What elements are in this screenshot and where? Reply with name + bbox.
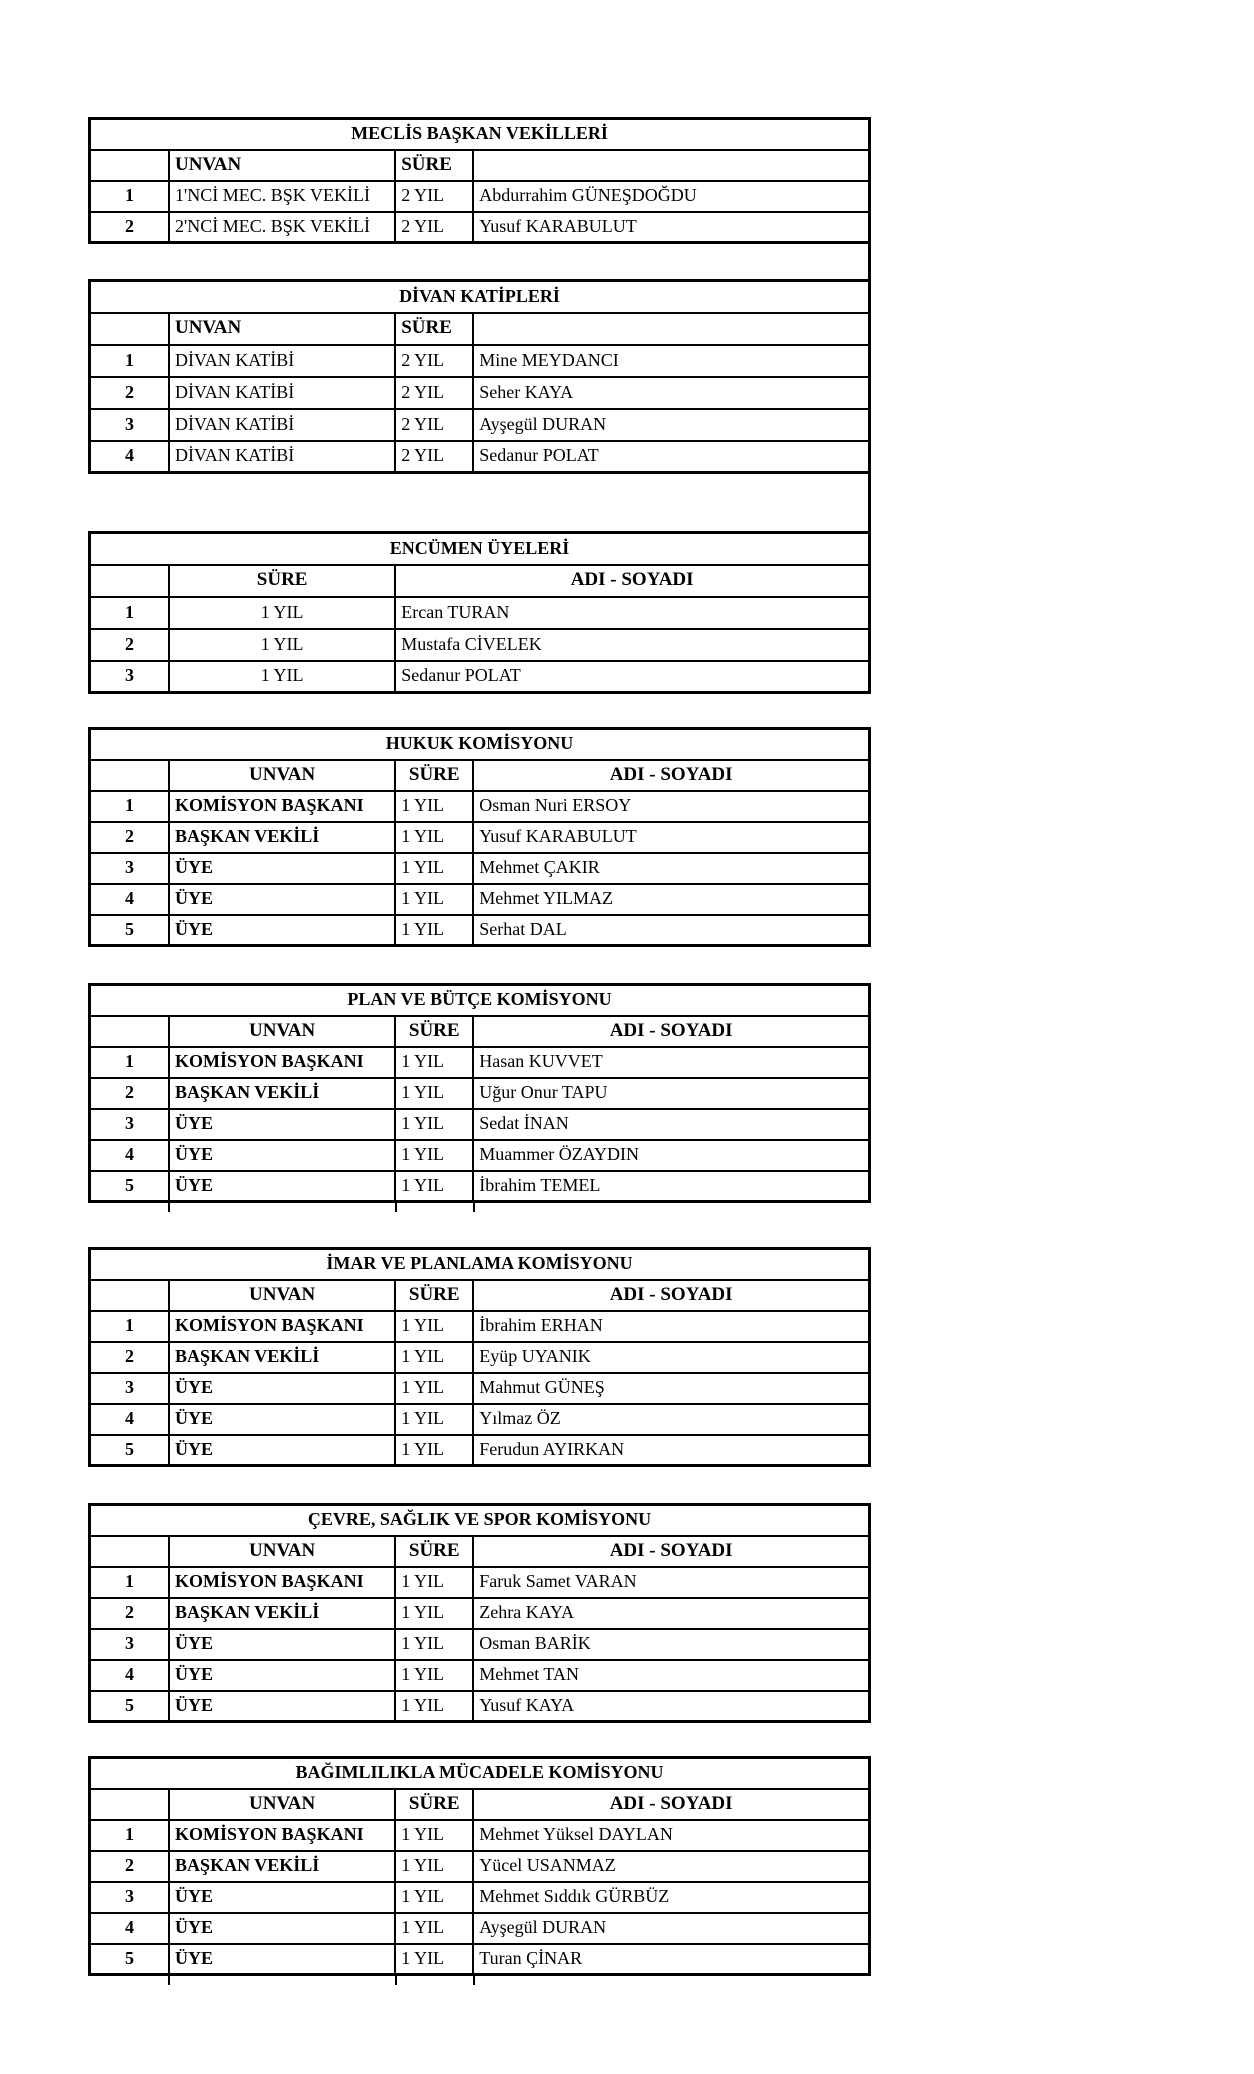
- cell-unvan: ÜYE: [169, 1913, 395, 1944]
- table-row: [90, 1913, 870, 1944]
- cell-name: Mehmet Sıddık GÜRBÜZ: [473, 1882, 869, 1913]
- cell-name: Serhat DAL: [473, 915, 869, 946]
- cell-name: Muammer ÖZAYDIN: [473, 1140, 869, 1171]
- document-page: [88, 117, 871, 1976]
- cell-name: Mehmet YILMAZ: [473, 884, 869, 915]
- cell-name: Yücel USANMAZ: [473, 1851, 869, 1882]
- cell-number: 1: [90, 345, 170, 377]
- cell-unvan: ÜYE: [169, 853, 395, 884]
- border-stub: [168, 1203, 170, 1212]
- table-row: [90, 1140, 870, 1171]
- cell-unvan: ÜYE: [169, 1109, 395, 1140]
- cell-sure: 1 YIL: [395, 822, 473, 853]
- table-section: [88, 531, 871, 694]
- table-title: PLAN VE BÜTÇE KOMİSYONU: [90, 985, 870, 1016]
- cell-name: Mine MEYDANCI: [473, 345, 869, 377]
- cell-number: 3: [90, 853, 170, 884]
- data-table: [88, 1503, 871, 1723]
- cell-number: 1: [90, 1047, 170, 1078]
- cell-unvan: 2'NCİ MEC. BŞK VEKİLİ: [169, 212, 395, 243]
- cell-name: Ercan TURAN: [395, 597, 869, 629]
- cell-number: 3: [90, 1882, 170, 1913]
- cell-sure: 1 YIL: [395, 1435, 473, 1466]
- cell-number: 4: [90, 1140, 170, 1171]
- cell-sure: 1 YIL: [169, 629, 395, 661]
- table-row: [90, 1373, 870, 1404]
- cell-sure: 1 YIL: [395, 1404, 473, 1435]
- cell-name: Turan ÇİNAR: [473, 1944, 869, 1975]
- table-row: [90, 597, 870, 629]
- cell-sure: 1 YIL: [395, 1078, 473, 1109]
- cell-sure: 1 YIL: [395, 1882, 473, 1913]
- column-header: UNVAN: [169, 1536, 395, 1567]
- table-section: [88, 1247, 871, 1467]
- data-table: [88, 1247, 871, 1467]
- cell-number: 5: [90, 915, 170, 946]
- cell-name: Uğur Onur TAPU: [473, 1078, 869, 1109]
- cell-name: Hasan KUVVET: [473, 1047, 869, 1078]
- cell-name: Abdurrahim GÜNEŞDOĞDU: [473, 181, 869, 212]
- column-header: [473, 150, 869, 181]
- cell-unvan: ÜYE: [169, 884, 395, 915]
- column-header: [90, 760, 170, 791]
- cell-sure: 1 YIL: [395, 1820, 473, 1851]
- cell-sure: 2 YIL: [395, 441, 473, 473]
- cell-name: Zehra KAYA: [473, 1598, 869, 1629]
- cell-sure: 1 YIL: [395, 1629, 473, 1660]
- cell-sure: 1 YIL: [169, 597, 395, 629]
- column-header: UNVAN: [169, 760, 395, 791]
- cell-name: Yusuf KAYA: [473, 1691, 869, 1722]
- table-row: [90, 1660, 870, 1691]
- table-row: [90, 1598, 870, 1629]
- column-header: SÜRE: [395, 1280, 473, 1311]
- cell-number: 2: [90, 1342, 170, 1373]
- cell-unvan: KOMİSYON BAŞKANI: [169, 1820, 395, 1851]
- border-stub: [473, 1203, 475, 1212]
- cell-unvan: DİVAN KATİBİ: [169, 409, 395, 441]
- cell-number: 4: [90, 884, 170, 915]
- table-section: [88, 983, 871, 1203]
- table-row: [90, 345, 870, 377]
- column-header: [90, 565, 170, 597]
- cell-name: Mehmet Yüksel DAYLAN: [473, 1820, 869, 1851]
- cell-number: 5: [90, 1171, 170, 1202]
- cell-unvan: BAŞKAN VEKİLİ: [169, 1342, 395, 1373]
- table-row: [90, 629, 870, 661]
- cell-number: 1: [90, 1311, 170, 1342]
- cell-name: Yılmaz ÖZ: [473, 1404, 869, 1435]
- table-section: [88, 1503, 871, 1723]
- cell-sure: 2 YIL: [395, 409, 473, 441]
- cell-sure: 1 YIL: [395, 1311, 473, 1342]
- column-header: [473, 313, 869, 345]
- cell-unvan: KOMİSYON BAŞKANI: [169, 1047, 395, 1078]
- cell-number: 2: [90, 212, 170, 243]
- table-row: [90, 1944, 870, 1975]
- table-row: [90, 181, 870, 212]
- column-header: UNVAN: [169, 150, 395, 181]
- cell-number: 3: [90, 409, 170, 441]
- table-section: [88, 1756, 871, 1976]
- column-header: SÜRE: [395, 1016, 473, 1047]
- cell-number: 2: [90, 1078, 170, 1109]
- table-row: [90, 1882, 870, 1913]
- cell-number: 2: [90, 1851, 170, 1882]
- table-row: [90, 1820, 870, 1851]
- cell-sure: 1 YIL: [395, 1373, 473, 1404]
- cell-name: Mehmet ÇAKIR: [473, 853, 869, 884]
- cell-name: Faruk Samet VARAN: [473, 1567, 869, 1598]
- cell-unvan: ÜYE: [169, 1629, 395, 1660]
- border-stub: [473, 1976, 475, 1985]
- cell-sure: 1 YIL: [395, 1851, 473, 1882]
- cell-number: 5: [90, 1435, 170, 1466]
- table-row: [90, 1078, 870, 1109]
- column-header: UNVAN: [169, 1280, 395, 1311]
- cell-name: İbrahim ERHAN: [473, 1311, 869, 1342]
- cell-unvan: 1'NCİ MEC. BŞK VEKİLİ: [169, 181, 395, 212]
- cell-number: 5: [90, 1691, 170, 1722]
- cell-name: Eyüp UYANIK: [473, 1342, 869, 1373]
- cell-number: 1: [90, 597, 170, 629]
- cell-sure: 1 YIL: [395, 884, 473, 915]
- cell-unvan: DİVAN KATİBİ: [169, 441, 395, 473]
- cell-number: 1: [90, 791, 170, 822]
- table-row: [90, 1567, 870, 1598]
- table-row: [90, 661, 870, 693]
- table-section: [88, 117, 871, 244]
- cell-sure: 1 YIL: [395, 1567, 473, 1598]
- table-row: [90, 1435, 870, 1466]
- column-header: SÜRE: [395, 150, 473, 181]
- table-title: ÇEVRE, SAĞLIK VE SPOR KOMİSYONU: [90, 1505, 870, 1536]
- cell-name: Yusuf KARABULUT: [473, 822, 869, 853]
- cell-unvan: DİVAN KATİBİ: [169, 377, 395, 409]
- column-header: UNVAN: [169, 1789, 395, 1820]
- cell-unvan: BAŞKAN VEKİLİ: [169, 1851, 395, 1882]
- column-header: [90, 150, 170, 181]
- data-table: [88, 279, 871, 474]
- cell-number: 1: [90, 1820, 170, 1851]
- cell-sure: 1 YIL: [395, 853, 473, 884]
- cell-name: Sedanur POLAT: [395, 661, 869, 693]
- cell-unvan: ÜYE: [169, 1660, 395, 1691]
- table-title: BAĞIMLILIKLA MÜCADELE KOMİSYONU: [90, 1758, 870, 1789]
- cell-number: 3: [90, 1629, 170, 1660]
- cell-sure: 1 YIL: [395, 1598, 473, 1629]
- cell-name: Seher KAYA: [473, 377, 869, 409]
- table-row: [90, 377, 870, 409]
- table-row: [90, 441, 870, 473]
- column-header: SÜRE: [395, 1536, 473, 1567]
- cell-name: Osman BARİK: [473, 1629, 869, 1660]
- table-row: [90, 409, 870, 441]
- column-header: SÜRE: [395, 1789, 473, 1820]
- cell-unvan: ÜYE: [169, 1435, 395, 1466]
- cell-number: 5: [90, 1944, 170, 1975]
- cell-number: 2: [90, 377, 170, 409]
- cell-name: Ayşegül DURAN: [473, 1913, 869, 1944]
- cell-sure: 1 YIL: [395, 1944, 473, 1975]
- table-title: DİVAN KATİPLERİ: [90, 281, 870, 313]
- cell-sure: 1 YIL: [395, 1691, 473, 1722]
- table-row: [90, 822, 870, 853]
- border-stub: [168, 1976, 170, 1985]
- cell-name: Osman Nuri ERSOY: [473, 791, 869, 822]
- cell-number: 4: [90, 441, 170, 473]
- data-table: [88, 1756, 871, 1976]
- cell-sure: 1 YIL: [395, 915, 473, 946]
- table-row: [90, 1629, 870, 1660]
- cell-unvan: KOMİSYON BAŞKANI: [169, 1567, 395, 1598]
- cell-sure: 2 YIL: [395, 345, 473, 377]
- cell-number: 2: [90, 822, 170, 853]
- cell-sure: 1 YIL: [395, 1913, 473, 1944]
- cell-unvan: DİVAN KATİBİ: [169, 345, 395, 377]
- table-connector-line: [868, 474, 871, 531]
- table-row: [90, 791, 870, 822]
- table-row: [90, 884, 870, 915]
- cell-name: Ayşegül DURAN: [473, 409, 869, 441]
- cell-number: 4: [90, 1913, 170, 1944]
- cell-name: Mustafa CİVELEK: [395, 629, 869, 661]
- table-title: İMAR VE PLANLAMA KOMİSYONU: [90, 1249, 870, 1280]
- data-table: [88, 117, 871, 244]
- cell-number: 1: [90, 1567, 170, 1598]
- table-title: HUKUK KOMİSYONU: [90, 729, 870, 760]
- table-row: [90, 915, 870, 946]
- cell-name: Sedat İNAN: [473, 1109, 869, 1140]
- column-header: SÜRE: [169, 565, 395, 597]
- column-header: SÜRE: [395, 760, 473, 791]
- table-row: [90, 1691, 870, 1722]
- cell-unvan: ÜYE: [169, 915, 395, 946]
- cell-number: 3: [90, 1373, 170, 1404]
- table-row: [90, 1404, 870, 1435]
- cell-unvan: ÜYE: [169, 1691, 395, 1722]
- cell-unvan: BAŞKAN VEKİLİ: [169, 1598, 395, 1629]
- cell-number: 3: [90, 661, 170, 693]
- cell-unvan: KOMİSYON BAŞKANI: [169, 1311, 395, 1342]
- table-row: [90, 1342, 870, 1373]
- cell-name: Ferudun AYIRKAN: [473, 1435, 869, 1466]
- column-header: [90, 1536, 170, 1567]
- table-row: [90, 1171, 870, 1202]
- table-row: [90, 1047, 870, 1078]
- table-row: [90, 1109, 870, 1140]
- cell-name: Mehmet TAN: [473, 1660, 869, 1691]
- table-row: [90, 1851, 870, 1882]
- cell-number: 2: [90, 629, 170, 661]
- table-connector-line: [868, 244, 871, 279]
- table-section: [88, 727, 871, 947]
- cell-number: 3: [90, 1109, 170, 1140]
- table-row: [90, 853, 870, 884]
- cell-sure: 1 YIL: [395, 1171, 473, 1202]
- cell-sure: 2 YIL: [395, 212, 473, 243]
- border-stub: [395, 1203, 397, 1212]
- column-header: UNVAN: [169, 1016, 395, 1047]
- column-header: [90, 1789, 170, 1820]
- column-header: ADI - SOYADI: [395, 565, 869, 597]
- column-header: ADI - SOYADI: [473, 1536, 869, 1567]
- column-header: SÜRE: [395, 313, 473, 345]
- cell-number: 4: [90, 1404, 170, 1435]
- cell-number: 2: [90, 1598, 170, 1629]
- table-row: [90, 1311, 870, 1342]
- column-header: UNVAN: [169, 313, 395, 345]
- cell-unvan: ÜYE: [169, 1882, 395, 1913]
- column-header: ADI - SOYADI: [473, 760, 869, 791]
- cell-unvan: ÜYE: [169, 1171, 395, 1202]
- cell-number: 4: [90, 1660, 170, 1691]
- cell-unvan: ÜYE: [169, 1944, 395, 1975]
- cell-sure: 1 YIL: [395, 1140, 473, 1171]
- border-stub: [395, 1976, 397, 1985]
- cell-name: İbrahim TEMEL: [473, 1171, 869, 1202]
- cell-sure: 1 YIL: [169, 661, 395, 693]
- data-table: [88, 727, 871, 947]
- cell-unvan: BAŞKAN VEKİLİ: [169, 822, 395, 853]
- cell-name: Sedanur POLAT: [473, 441, 869, 473]
- column-header: ADI - SOYADI: [473, 1016, 869, 1047]
- cell-sure: 1 YIL: [395, 1109, 473, 1140]
- table-section: [88, 279, 871, 474]
- cell-sure: 1 YIL: [395, 1047, 473, 1078]
- cell-sure: 2 YIL: [395, 181, 473, 212]
- cell-unvan: BAŞKAN VEKİLİ: [169, 1078, 395, 1109]
- cell-name: Mahmut GÜNEŞ: [473, 1373, 869, 1404]
- cell-unvan: KOMİSYON BAŞKANI: [169, 791, 395, 822]
- cell-sure: 1 YIL: [395, 1660, 473, 1691]
- cell-unvan: ÜYE: [169, 1140, 395, 1171]
- column-header: [90, 313, 170, 345]
- column-header: ADI - SOYADI: [473, 1280, 869, 1311]
- column-header: [90, 1016, 170, 1047]
- table-title: ENCÜMEN ÜYELERİ: [90, 533, 870, 565]
- column-header: [90, 1280, 170, 1311]
- cell-name: Yusuf KARABULUT: [473, 212, 869, 243]
- table-title: MECLİS BAŞKAN VEKİLLERİ: [90, 119, 870, 150]
- data-table: [88, 531, 871, 694]
- cell-sure: 2 YIL: [395, 377, 473, 409]
- table-row: [90, 212, 870, 243]
- cell-number: 1: [90, 181, 170, 212]
- column-header: ADI - SOYADI: [473, 1789, 869, 1820]
- cell-sure: 1 YIL: [395, 1342, 473, 1373]
- cell-unvan: ÜYE: [169, 1373, 395, 1404]
- data-table: [88, 983, 871, 1203]
- cell-sure: 1 YIL: [395, 791, 473, 822]
- cell-unvan: ÜYE: [169, 1404, 395, 1435]
